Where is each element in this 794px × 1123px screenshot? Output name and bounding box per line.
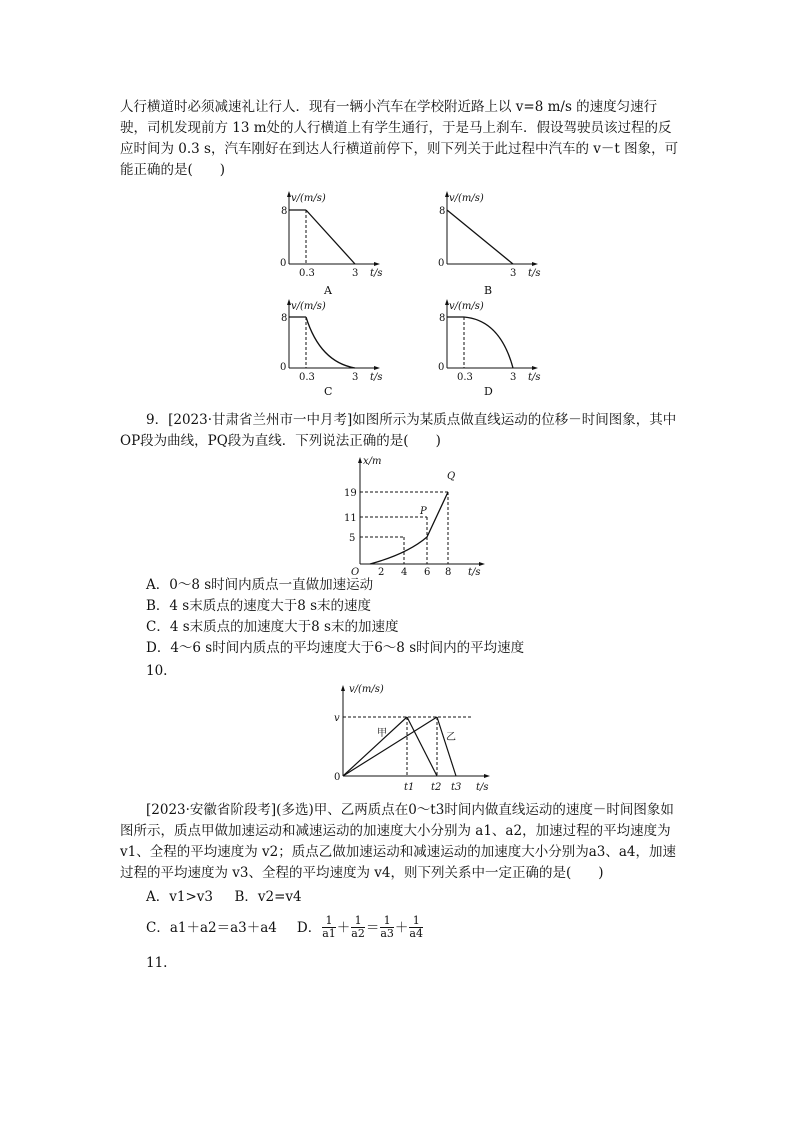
graph-b-label: B xyxy=(484,284,493,297)
q8-text: 人行横道时必须减速礼让行人．现有一辆小汽车在学校附近路上以 v=8 m/s 的速度匀速行驶，司机发现前方 13 m处的人行横道上有学生通行，于是马上刹车．假设驾驶员该过程的反应时间为 0.3 s，汽车刚好在到达人行横道前停下，则下列关于此过程中汽车的 v－t 图象，可能正确的是( ) xyxy=(120,99,679,178)
q10-origin: 0 xyxy=(334,772,341,783)
q10-t2: t2 xyxy=(431,782,442,793)
q10-t3: t3 xyxy=(451,782,462,793)
q10-frac-3: $\frac{1}{a3}$ xyxy=(380,914,394,940)
q10-option-a: A．v1>v3 xyxy=(146,889,213,905)
q10-yaxis: v/(m/s) xyxy=(349,684,384,695)
q9-ytick-19: 19 xyxy=(344,488,357,499)
q10-option-b: B．v2=v4 xyxy=(234,889,302,905)
graph-a-label: A xyxy=(324,284,332,297)
graph-a-origin: 0 xyxy=(280,258,287,269)
q10-label-yi: 乙 xyxy=(446,732,456,743)
graph-b-xaxis: t/s xyxy=(528,268,541,279)
graph-d-v8: 8 xyxy=(439,313,446,324)
q9-option-a: A．0～8 s时间内质点一直做加速运动 xyxy=(146,577,374,593)
q9-option-b: B．4 s末质点的速度大于8 s末的速度 xyxy=(146,598,372,614)
q9-option-c: C．4 s末质点的加速度大于8 s末的加速度 xyxy=(146,619,399,635)
graph-d-treact: 0.3 xyxy=(457,372,473,383)
graph-a-yaxis: v/(m/s) xyxy=(291,193,326,204)
q9-xtick-2: 2 xyxy=(378,567,385,578)
graph-b-tend: 3 xyxy=(510,268,517,279)
q9-point-q: Q xyxy=(447,471,456,482)
q9-origin: O xyxy=(351,567,360,578)
q10-frac-2: $\frac{1}{a2}$ xyxy=(351,914,365,940)
q11-number: 11. xyxy=(146,955,168,971)
graph-d xyxy=(430,296,550,406)
graph-b-yaxis: v/(m/s) xyxy=(449,193,484,204)
graph-a xyxy=(272,188,392,298)
graph-d-xaxis: t/s xyxy=(528,372,541,383)
q10-frac-1: $\frac{1}{a1}$ xyxy=(322,914,336,940)
graph-d-origin: 0 xyxy=(438,362,445,373)
q9-xtick-8: 8 xyxy=(445,567,452,578)
q9-point-p: P xyxy=(420,506,427,517)
graph-a-v8: 8 xyxy=(281,206,288,217)
graph-a-tend: 3 xyxy=(352,268,359,279)
graph-d-label: D xyxy=(484,385,493,398)
q10-label-jia: 甲 xyxy=(377,728,387,739)
q10-number: 10. xyxy=(146,663,168,679)
graph-c-origin: 0 xyxy=(280,362,287,373)
q9-xtick-4: 4 xyxy=(401,567,408,578)
q10-xaxis: t/s xyxy=(476,782,489,793)
q9-yaxis: x/m xyxy=(363,456,382,467)
graph-c-tend: 3 xyxy=(352,372,359,383)
graph-a-treact: 0.3 xyxy=(299,268,315,279)
q10-options-ab xyxy=(146,887,302,907)
graph-c-treact: 0.3 xyxy=(299,372,315,383)
graph-c-label: C xyxy=(324,385,333,398)
graph-b-origin: 0 xyxy=(438,258,445,269)
q10-frac-4: $\frac{1}{a4}$ xyxy=(409,914,423,940)
q10-options-cd: C．a1＋a2＝a3＋a4 D． $\frac{1}{a1}$ ＋ $\frac{1}{a2}$ ＝ $\frac{1}{a3}$ ＋ $\frac{1}{a4}$ xyxy=(146,914,423,940)
q9-graph xyxy=(340,452,490,578)
graph-b xyxy=(430,188,550,298)
graph-c-yaxis: v/(m/s) xyxy=(291,301,326,312)
graph-b-v8: 8 xyxy=(439,206,446,217)
q10-option-d-label: D． xyxy=(296,919,322,936)
graph-c-xaxis: t/s xyxy=(370,372,383,383)
graph-d-yaxis: v/(m/s) xyxy=(449,301,484,312)
q10-option-c: C．a1＋a2＝a3＋a4 xyxy=(146,919,277,936)
q9-text: 9．[2023·甘肃省兰州市一中月考]如图所示为某质点做直线运动的位移－时间图象，其中 OP段为曲线，PQ段为直线．下列说法正确的是( ) xyxy=(120,412,677,449)
q9-ytick-5: 5 xyxy=(349,533,356,544)
q9-option-d: D．4～6 s时间内质点的平均速度大于6～8 s时间内的平均速度 xyxy=(146,640,525,656)
graph-d-tend: 3 xyxy=(510,372,517,383)
q9-ytick-11: 11 xyxy=(344,513,357,524)
graph-a-xaxis: t/s xyxy=(370,268,383,279)
q9-xtick-6: 6 xyxy=(424,567,431,578)
graph-c xyxy=(272,296,392,406)
q10-t1: t1 xyxy=(404,782,415,793)
q10-graph xyxy=(330,680,500,800)
q9-xaxis: t/s xyxy=(468,567,481,578)
graph-c-v8: 8 xyxy=(281,313,288,324)
q10-v: v xyxy=(334,713,340,724)
q10-text: [2023·安徽省阶段考](多选)甲、乙两质点在0～t3时间内做直线运动的速度－时间图象如图所示，质点甲做加速运动和减速运动的加速度大小分别为 a1、a2，加速过程的平均速度为 v1、全程的平均速度为 v2；质点乙做加速运动和减速运动的加速度大小分别为a3、a4，加速过程的平均速度为 v3、全程的平均速度为 v4，则下列关系中一定正确的是( ) xyxy=(120,802,676,881)
